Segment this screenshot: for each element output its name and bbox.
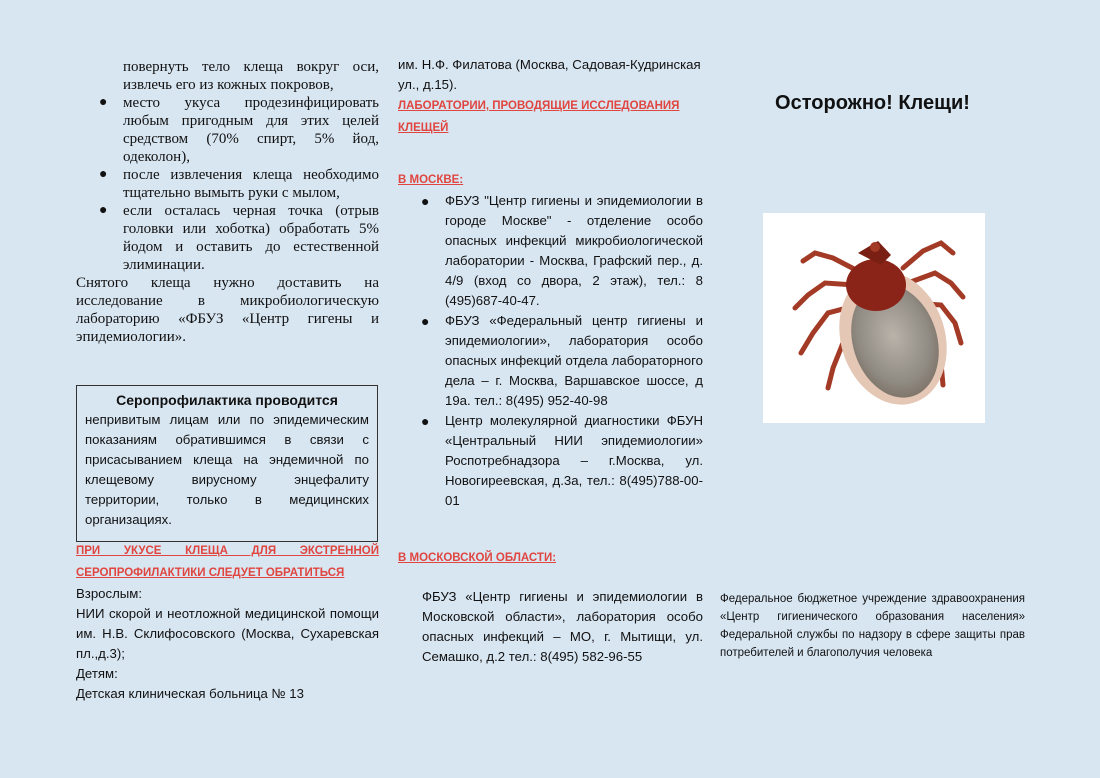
tick-icon — [763, 213, 985, 423]
organization-footer: Федеральное бюджетное учреждение здравоохранения «Центр гигиенического образования населения» Федеральной службы по надзору в сфере защиты прав потребителей и благополучия человека — [720, 593, 1025, 659]
list-item: ● ФБУЗ «Федеральный центр гигиены и эпидемиологии», лаборатория особо опасных инфекций отдела лабораторного дела – г. Москва, Варшавское шоссе, д 19а. тел.: 8(495) 952-40-98 — [421, 313, 703, 408]
column-left-bottom — [76, 540, 379, 704]
bullet-icon: ● — [99, 167, 108, 182]
box-text: непривитым лицам или по эпидемическим показаниям обратившимся в связи с присасыванием клеща на эндемичной по клещевому вирусному энцефалиту территории, только в медицинских организациях. — [85, 412, 369, 527]
moscow-heading: В МОСКВЕ: — [398, 174, 464, 186]
page-title: Осторожно! Клещи! — [775, 92, 970, 114]
adults-text: НИИ скорой и неотложной медицинской помощи им. Н.В. Склифосовского (Москва, Сухаревская пл.,д.3); — [76, 606, 379, 661]
labs-heading: ЛАБОРАТОРИИ, ПРОВОДЯЩИЕ ИССЛЕДОВАНИЯ КЛЕЩЕЙ — [398, 100, 680, 134]
bullet-icon: ● — [421, 313, 430, 329]
list-item: ● после извлечения клеща необходимо тщательно вымыть руки с мылом, — [99, 167, 379, 201]
list-item: ● Центр молекулярной диагностики ФБУН «Центральный НИИ эпидемиологии» Роспотребнадзора – г.Москва, ул. Новогиреевская, д.3а, тел.: 8(495)788-00-01 — [421, 413, 703, 508]
seroprophylaxis-box — [76, 385, 378, 542]
moscow-labs-list — [398, 191, 703, 511]
children-label: Детям: — [76, 666, 118, 681]
list-item: ● ФБУЗ "Центр гигиены и эпидемиологии в городе Москве" - отделение особо опасных инфекций микробиологической лаборатории - Москва, Графский пер., д. 4/9 (вход со двора, 2 этаж), тел.: 8 (495)687-40-47. — [421, 193, 703, 308]
box-title: Серопрофилактика проводится — [116, 392, 338, 408]
emergency-heading: ПРИ УКУСЕ КЛЕЩА ДЛЯ ЭКСТРЕННОЙ СЕРОПРОФИЛАКТИКИ СЛЕДУЕТ ОБРАТИТЬСЯ — [76, 545, 379, 579]
region-text: ФБУЗ «Центр гигиены и эпидемиологии в Московской области», лаборатория особо опасных инфекций – МО, г. Мытищи, ул. Семашко, д.2 тел.: 8(495) 582-96-55 — [422, 589, 703, 664]
children-text: Детская клиническая больница № 13 — [76, 686, 304, 701]
list-item: повернуть тело клеща вокруг оси, извлечь его из кожных покровов, — [123, 59, 379, 93]
list-item: ● место укуса продезинфицировать любым пригодным для этих целей средством (70% спирт, 5% йод, одеколон), — [99, 95, 379, 165]
tick-removal-list — [76, 58, 379, 274]
column-middle — [398, 55, 703, 667]
bullet-icon: ● — [421, 193, 430, 209]
delivery-paragraph: Снятого клеща нужно доставить на исследование в микробиологическую лабораторию «ФБУЗ «Центр гигены и эпидемиологии». — [76, 275, 379, 345]
adults-label: Взрослым: — [76, 586, 143, 601]
region-heading: В МОСКОВСКОЙ ОБЛАСТИ: — [398, 552, 557, 564]
bullet-icon: ● — [99, 95, 108, 110]
bullet-icon: ● — [421, 413, 430, 429]
tick-image — [763, 213, 985, 423]
bullet-icon: ● — [99, 203, 108, 218]
list-item: ● если осталась черная точка (отрыв головки или хоботка) обработать 5% йодом и оставить до естественной элиминации. — [99, 203, 379, 273]
column-left — [76, 58, 379, 346]
intro-text: им. Н.Ф. Филатова (Москва, Садовая-Кудринская ул., д.15). — [398, 57, 701, 92]
